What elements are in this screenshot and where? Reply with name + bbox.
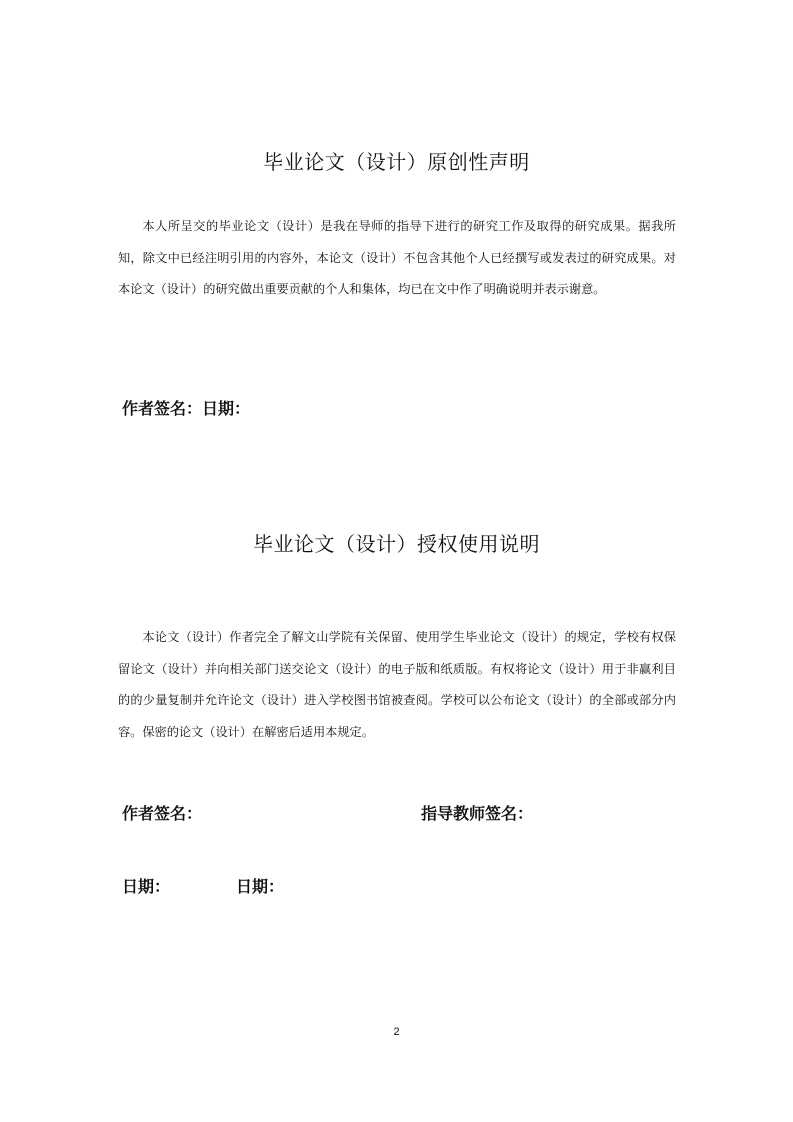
declaration-body: 本人所呈交的毕业论文（设计）是我在导师的指导下进行的研究工作及取得的研究成果。据我所知，除文中已经注明引用的内容外，本论文（设计）不包含其他个人已经撰写或发表过的研究成果。对本论文（设计）的研究做出重要贡献的个人和集体，均已在文中作了明确说明并表示谢意。	[118, 219, 676, 296]
authorization-body: 本论文（设计）作者完全了解文山学院有关保留、使用学生毕业论文（设计）的规定，学校有权保留论文（设计）并向相关部门送交论文（设计）的电子版和纸质版。有权将论文（设计）用于非赢利目的的少量复制并允许论文（设计）进入学校图书馆被查阅。学校可以公布论文（设计）的全部或部分内容。保密的论文（设计）在解密后适用本规定。	[118, 630, 676, 739]
advisor-date-label: 日期：	[236, 877, 285, 896]
authorization-title: 毕业论文（设计）授权使用说明	[253, 532, 540, 556]
declaration-signature-line: 作者签名：日期：	[122, 399, 251, 418]
author-signature-label: 作者签名：	[122, 804, 203, 823]
advisor-signature-label: 指导教师签名：	[421, 804, 534, 823]
author-date-label: 日期：	[122, 877, 171, 896]
declaration-title: 毕业论文（设计）原创性声明	[263, 150, 530, 174]
page-number: 2	[393, 1026, 400, 1038]
